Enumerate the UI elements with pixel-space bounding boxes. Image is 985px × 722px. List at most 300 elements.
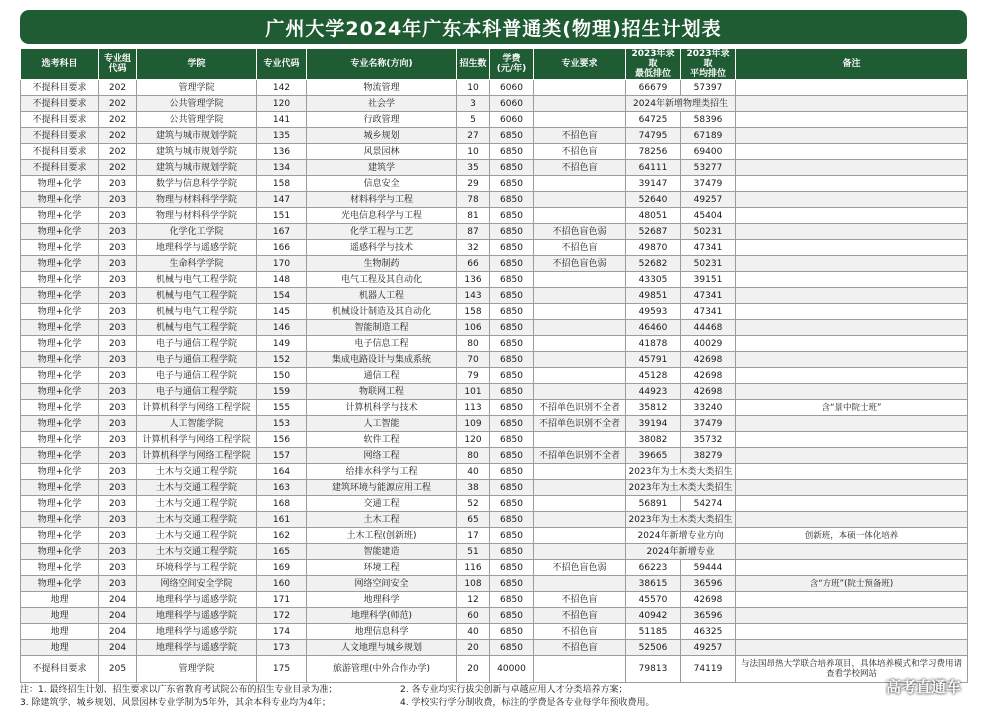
column-header: 学费 (元/年) [490,49,534,80]
cell-major: 交通工程 [307,496,457,512]
cell-req [534,288,626,304]
cell-major: 生物制药 [307,256,457,272]
table-row [21,496,968,512]
cell-major: 物流管理 [307,80,457,96]
cell-major: 建筑学 [307,160,457,176]
footnote-1: 注：1. 最终招生计划、招生要求以广东省教育考试院公布的招生专业目录为准； [20,685,338,695]
table-row [21,432,968,448]
cell-college: 建筑与城市规划学院 [137,144,257,160]
cell-fee: 6850 [490,496,534,512]
cell-note [736,128,968,144]
cell-subject: 地理 [21,608,99,624]
cell-req [534,544,626,560]
cell-note [736,384,968,400]
cell-code: 168 [257,496,307,512]
cell-min: 45791 [626,352,681,368]
cell-min: 49870 [626,240,681,256]
cell-code: 154 [257,288,307,304]
cell-note: 与法国昂热大学联合培养项目，具体培养模式和学习费用请查看学校网站 [736,656,968,683]
cell-college: 建筑与城市规划学院 [137,160,257,176]
page-title: 广州大学2024年广东本科普通类(物理)招生计划表 [20,10,967,44]
cell-note [736,352,968,368]
cell-fee: 6850 [490,192,534,208]
table-row [21,544,968,560]
cell-req [534,576,626,592]
cell-num: 32 [457,240,490,256]
cell-code: 142 [257,80,307,96]
cell-college: 计算机科学与网络工程学院 [137,432,257,448]
cell-min: 48051 [626,208,681,224]
cell-code: 136 [257,144,307,160]
cell-min: 38082 [626,432,681,448]
cell-avg: 49257 [681,192,736,208]
cell-code: 164 [257,464,307,480]
cell-min: 38615 [626,576,681,592]
column-header: 专业名称(方向) [307,49,457,80]
table-row [21,608,968,624]
cell-subject: 物理+化学 [21,464,99,480]
cell-fee: 6850 [490,288,534,304]
cell-avg: 45404 [681,208,736,224]
cell-group: 203 [99,320,137,336]
table-row [21,352,968,368]
cell-subject: 物理+化学 [21,352,99,368]
cell-req [534,304,626,320]
cell-college: 机械与电气工程学院 [137,304,257,320]
cell-group: 203 [99,400,137,416]
cell-group: 203 [99,416,137,432]
cell-group: 203 [99,528,137,544]
cell-note [736,240,968,256]
cell-major: 旅游管理(中外合作办学) [307,656,457,683]
cell-code: 172 [257,608,307,624]
cell-num: 51 [457,544,490,560]
cell-avg: 42698 [681,368,736,384]
cell-req [534,512,626,528]
cell-fee: 6060 [490,80,534,96]
cell-avg: 49257 [681,640,736,656]
footnote-3: 3. 除建筑学、城乡规划、风景园林专业学制为5年外，其余本科专业均为4年； [20,698,331,708]
table-row [21,560,968,576]
cell-college: 地理科学与遥感学院 [137,592,257,608]
cell-group: 202 [99,112,137,128]
cell-college: 地理科学与遥感学院 [137,608,257,624]
cell-code: 173 [257,640,307,656]
cell-min: 44923 [626,384,681,400]
cell-major: 集成电路设计与集成系统 [307,352,457,368]
cell-code: 160 [257,576,307,592]
cell-group: 203 [99,224,137,240]
cell-req [534,208,626,224]
cell-college: 公共管理学院 [137,96,257,112]
table-row [21,112,968,128]
cell-avg: 53277 [681,160,736,176]
table-row [21,656,968,683]
cell-fee: 6850 [490,256,534,272]
column-header: 专业要求 [534,49,626,80]
cell-num: 12 [457,592,490,608]
cell-fee: 6850 [490,512,534,528]
cell-major: 物联网工程 [307,384,457,400]
cell-min: 49851 [626,288,681,304]
column-header: 专业组 代码 [99,49,137,80]
cell-college: 土木与交通工程学院 [137,512,257,528]
cell-min: 41878 [626,336,681,352]
cell-group: 202 [99,96,137,112]
cell-note [736,288,968,304]
cell-major: 人工智能 [307,416,457,432]
cell-fee: 6850 [490,592,534,608]
cell-note [736,224,968,240]
cell-subject: 物理+化学 [21,240,99,256]
cell-min: 52640 [626,192,681,208]
cell-min: 39147 [626,176,681,192]
cell-group: 203 [99,304,137,320]
cell-num: 10 [457,144,490,160]
cell-avg: 44468 [681,320,736,336]
cell-req [534,496,626,512]
cell-college: 人工智能学院 [137,416,257,432]
cell-fee: 6850 [490,176,534,192]
cell-min: 56891 [626,496,681,512]
cell-code: 175 [257,656,307,683]
cell-group: 203 [99,544,137,560]
cell-min: 51185 [626,624,681,640]
cell-subject: 物理+化学 [21,512,99,528]
cell-num: 65 [457,512,490,528]
table-row [21,464,968,480]
cell-req: 不招色盲 [534,624,626,640]
cell-req [534,384,626,400]
cell-num: 101 [457,384,490,400]
cell-rank-note: 2024年新增专业方向 [626,528,736,544]
cell-college: 电子与通信工程学院 [137,384,257,400]
cell-rank-note: 2023年为土木类大类招生 [626,512,736,528]
cell-min: 45570 [626,592,681,608]
cell-min: 66223 [626,560,681,576]
cell-req: 不招单色识别不全者 [534,400,626,416]
cell-note [736,608,968,624]
cell-code: 171 [257,592,307,608]
cell-subject: 不提科目要求 [21,80,99,96]
cell-req [534,336,626,352]
cell-avg: 47341 [681,304,736,320]
cell-avg: 47341 [681,288,736,304]
cell-fee: 6850 [490,320,534,336]
cell-note [736,160,968,176]
cell-code: 156 [257,432,307,448]
cell-group: 202 [99,144,137,160]
cell-req [534,112,626,128]
cell-num: 81 [457,208,490,224]
table-row [21,160,968,176]
cell-note [736,368,968,384]
table-row [21,592,968,608]
table-row [21,80,968,96]
cell-major: 建筑环境与能源应用工程 [307,480,457,496]
cell-avg: 42698 [681,592,736,608]
cell-fee: 40000 [490,656,534,683]
cell-code: 150 [257,368,307,384]
cell-major: 人文地理与城乡规划 [307,640,457,656]
cell-major: 网络空间安全 [307,576,457,592]
cell-major: 社会学 [307,96,457,112]
cell-subject: 物理+化学 [21,192,99,208]
cell-fee: 6850 [490,480,534,496]
table-row [21,640,968,656]
cell-group: 204 [99,592,137,608]
cell-num: 79 [457,368,490,384]
cell-req: 不招色盲 [534,128,626,144]
cell-code: 161 [257,512,307,528]
cell-min: 49593 [626,304,681,320]
cell-fee: 6850 [490,304,534,320]
cell-code: 149 [257,336,307,352]
cell-code: 146 [257,320,307,336]
cell-req: 不招色盲 [534,144,626,160]
cell-subject: 物理+化学 [21,528,99,544]
cell-fee: 6850 [490,352,534,368]
cell-num: 108 [457,576,490,592]
cell-subject: 物理+化学 [21,544,99,560]
cell-college: 电子与通信工程学院 [137,336,257,352]
cell-note [736,448,968,464]
cell-req [534,352,626,368]
cell-group: 203 [99,480,137,496]
cell-code: 163 [257,480,307,496]
cell-avg: 35732 [681,432,736,448]
cell-num: 20 [457,640,490,656]
cell-fee: 6850 [490,272,534,288]
cell-major: 计算机科学与技术 [307,400,457,416]
cell-group: 203 [99,288,137,304]
cell-note: 含“景中院士班” [736,400,968,416]
cell-major: 材料科学与工程 [307,192,457,208]
cell-note: 创新班，本硕一体化培养 [736,528,968,544]
cell-fee: 6850 [490,416,534,432]
table-row [21,368,968,384]
cell-subject: 不提科目要求 [21,144,99,160]
cell-min: 66679 [626,80,681,96]
cell-req: 不招单色识别不全者 [534,448,626,464]
cell-min: 64111 [626,160,681,176]
cell-num: 38 [457,480,490,496]
cell-major: 电气工程及其自动化 [307,272,457,288]
cell-major: 行政管理 [307,112,457,128]
cell-num: 143 [457,288,490,304]
cell-min: 35812 [626,400,681,416]
cell-major: 风景园林 [307,144,457,160]
cell-code: 158 [257,176,307,192]
cell-note [736,304,968,320]
cell-college: 土木与交通工程学院 [137,464,257,480]
cell-group: 203 [99,336,137,352]
cell-subject: 物理+化学 [21,368,99,384]
cell-group: 203 [99,208,137,224]
table-row [21,192,968,208]
cell-req [534,432,626,448]
cell-code: 165 [257,544,307,560]
cell-num: 60 [457,608,490,624]
cell-num: 40 [457,464,490,480]
cell-rank-note: 2023年为土木类大类招生 [626,480,736,496]
cell-group: 202 [99,128,137,144]
table-row [21,384,968,400]
cell-min: 52682 [626,256,681,272]
cell-avg: 58396 [681,112,736,128]
cell-code: 166 [257,240,307,256]
cell-subject: 物理+化学 [21,272,99,288]
cell-fee: 6850 [490,608,534,624]
table-row [21,176,968,192]
column-header: 2023年录取 平均排位 [681,49,736,80]
cell-fee: 6850 [490,144,534,160]
cell-num: 27 [457,128,490,144]
cell-req: 不招色盲色弱 [534,256,626,272]
cell-college: 机械与电气工程学院 [137,320,257,336]
table-row [21,256,968,272]
cell-major: 通信工程 [307,368,457,384]
cell-group: 202 [99,80,137,96]
cell-group: 203 [99,576,137,592]
cell-num: 29 [457,176,490,192]
cell-num: 116 [457,560,490,576]
cell-req: 不招色盲 [534,640,626,656]
cell-req [534,528,626,544]
table-row [21,288,968,304]
cell-group: 203 [99,464,137,480]
cell-college: 数学与信息科学学院 [137,176,257,192]
cell-group: 203 [99,512,137,528]
cell-note [736,176,968,192]
table-row [21,512,968,528]
cell-rank-note: 2023年为土木类大类招生 [626,464,736,480]
cell-major: 地理科学 [307,592,457,608]
cell-num: 70 [457,352,490,368]
cell-subject: 物理+化学 [21,448,99,464]
cell-num: 113 [457,400,490,416]
table-row [21,480,968,496]
cell-min: 79813 [626,656,681,683]
cell-req: 不招色盲 [534,592,626,608]
cell-major: 机器人工程 [307,288,457,304]
cell-req [534,480,626,496]
cell-subject: 物理+化学 [21,384,99,400]
cell-code: 153 [257,416,307,432]
cell-fee: 6060 [490,96,534,112]
cell-min: 64725 [626,112,681,128]
cell-avg: 46325 [681,624,736,640]
cell-code: 167 [257,224,307,240]
cell-fee: 6850 [490,240,534,256]
cell-num: 17 [457,528,490,544]
cell-min: 52687 [626,224,681,240]
cell-subject: 物理+化学 [21,256,99,272]
cell-college: 计算机科学与网络工程学院 [137,448,257,464]
cell-avg: 39151 [681,272,736,288]
cell-college: 物理与材料科学学院 [137,192,257,208]
cell-group: 203 [99,256,137,272]
cell-college: 电子与通信工程学院 [137,352,257,368]
cell-avg: 42698 [681,384,736,400]
cell-fee: 6060 [490,112,534,128]
cell-req: 不招色盲 [534,160,626,176]
table-row [21,272,968,288]
cell-major: 给排水科学与工程 [307,464,457,480]
cell-group: 203 [99,192,137,208]
cell-note [736,336,968,352]
cell-num: 35 [457,160,490,176]
cell-code: 174 [257,624,307,640]
cell-avg: 37479 [681,416,736,432]
footnote-4: 4. 学校实行学分制收费，标注的学费是各专业每学年预收费用。 [400,698,655,708]
cell-avg: 33240 [681,400,736,416]
cell-num: 78 [457,192,490,208]
cell-fee: 6850 [490,432,534,448]
table-row [21,528,968,544]
cell-note [736,592,968,608]
cell-num: 120 [457,432,490,448]
cell-subject: 物理+化学 [21,224,99,240]
cell-note [736,640,968,656]
cell-major: 电子信息工程 [307,336,457,352]
cell-group: 203 [99,448,137,464]
cell-fee: 6850 [490,448,534,464]
cell-group: 203 [99,176,137,192]
cell-avg: 50231 [681,224,736,240]
cell-note [736,432,968,448]
cell-avg: 47341 [681,240,736,256]
cell-major: 遥感科学与技术 [307,240,457,256]
column-header: 备注 [736,49,968,80]
cell-fee: 6850 [490,336,534,352]
cell-code: 152 [257,352,307,368]
cell-college: 土木与交通工程学院 [137,528,257,544]
cell-req [534,96,626,112]
cell-subject: 物理+化学 [21,320,99,336]
cell-college: 化学化工学院 [137,224,257,240]
cell-major: 网络工程 [307,448,457,464]
cell-college: 计算机科学与网络工程学院 [137,400,257,416]
cell-avg: 50231 [681,256,736,272]
cell-req [534,464,626,480]
cell-num: 66 [457,256,490,272]
cell-req: 不招色盲 [534,608,626,624]
cell-subject: 不提科目要求 [21,160,99,176]
cell-num: 20 [457,656,490,683]
cell-code: 134 [257,160,307,176]
cell-min: 78256 [626,144,681,160]
cell-college: 网络空间安全学院 [137,576,257,592]
cell-subject: 物理+化学 [21,576,99,592]
column-header: 学院 [137,49,257,80]
cell-note [736,544,968,560]
cell-college: 环境科学与工程学院 [137,560,257,576]
cell-subject: 不提科目要求 [21,656,99,683]
cell-subject: 物理+化学 [21,304,99,320]
table-row [21,400,968,416]
cell-major: 信息安全 [307,176,457,192]
cell-subject: 物理+化学 [21,208,99,224]
cell-note [736,80,968,96]
cell-subject: 物理+化学 [21,480,99,496]
cell-fee: 6850 [490,384,534,400]
cell-major: 化学工程与工艺 [307,224,457,240]
cell-college: 管理学院 [137,656,257,683]
cell-avg: 37479 [681,176,736,192]
cell-note [736,256,968,272]
cell-subject: 物理+化学 [21,496,99,512]
